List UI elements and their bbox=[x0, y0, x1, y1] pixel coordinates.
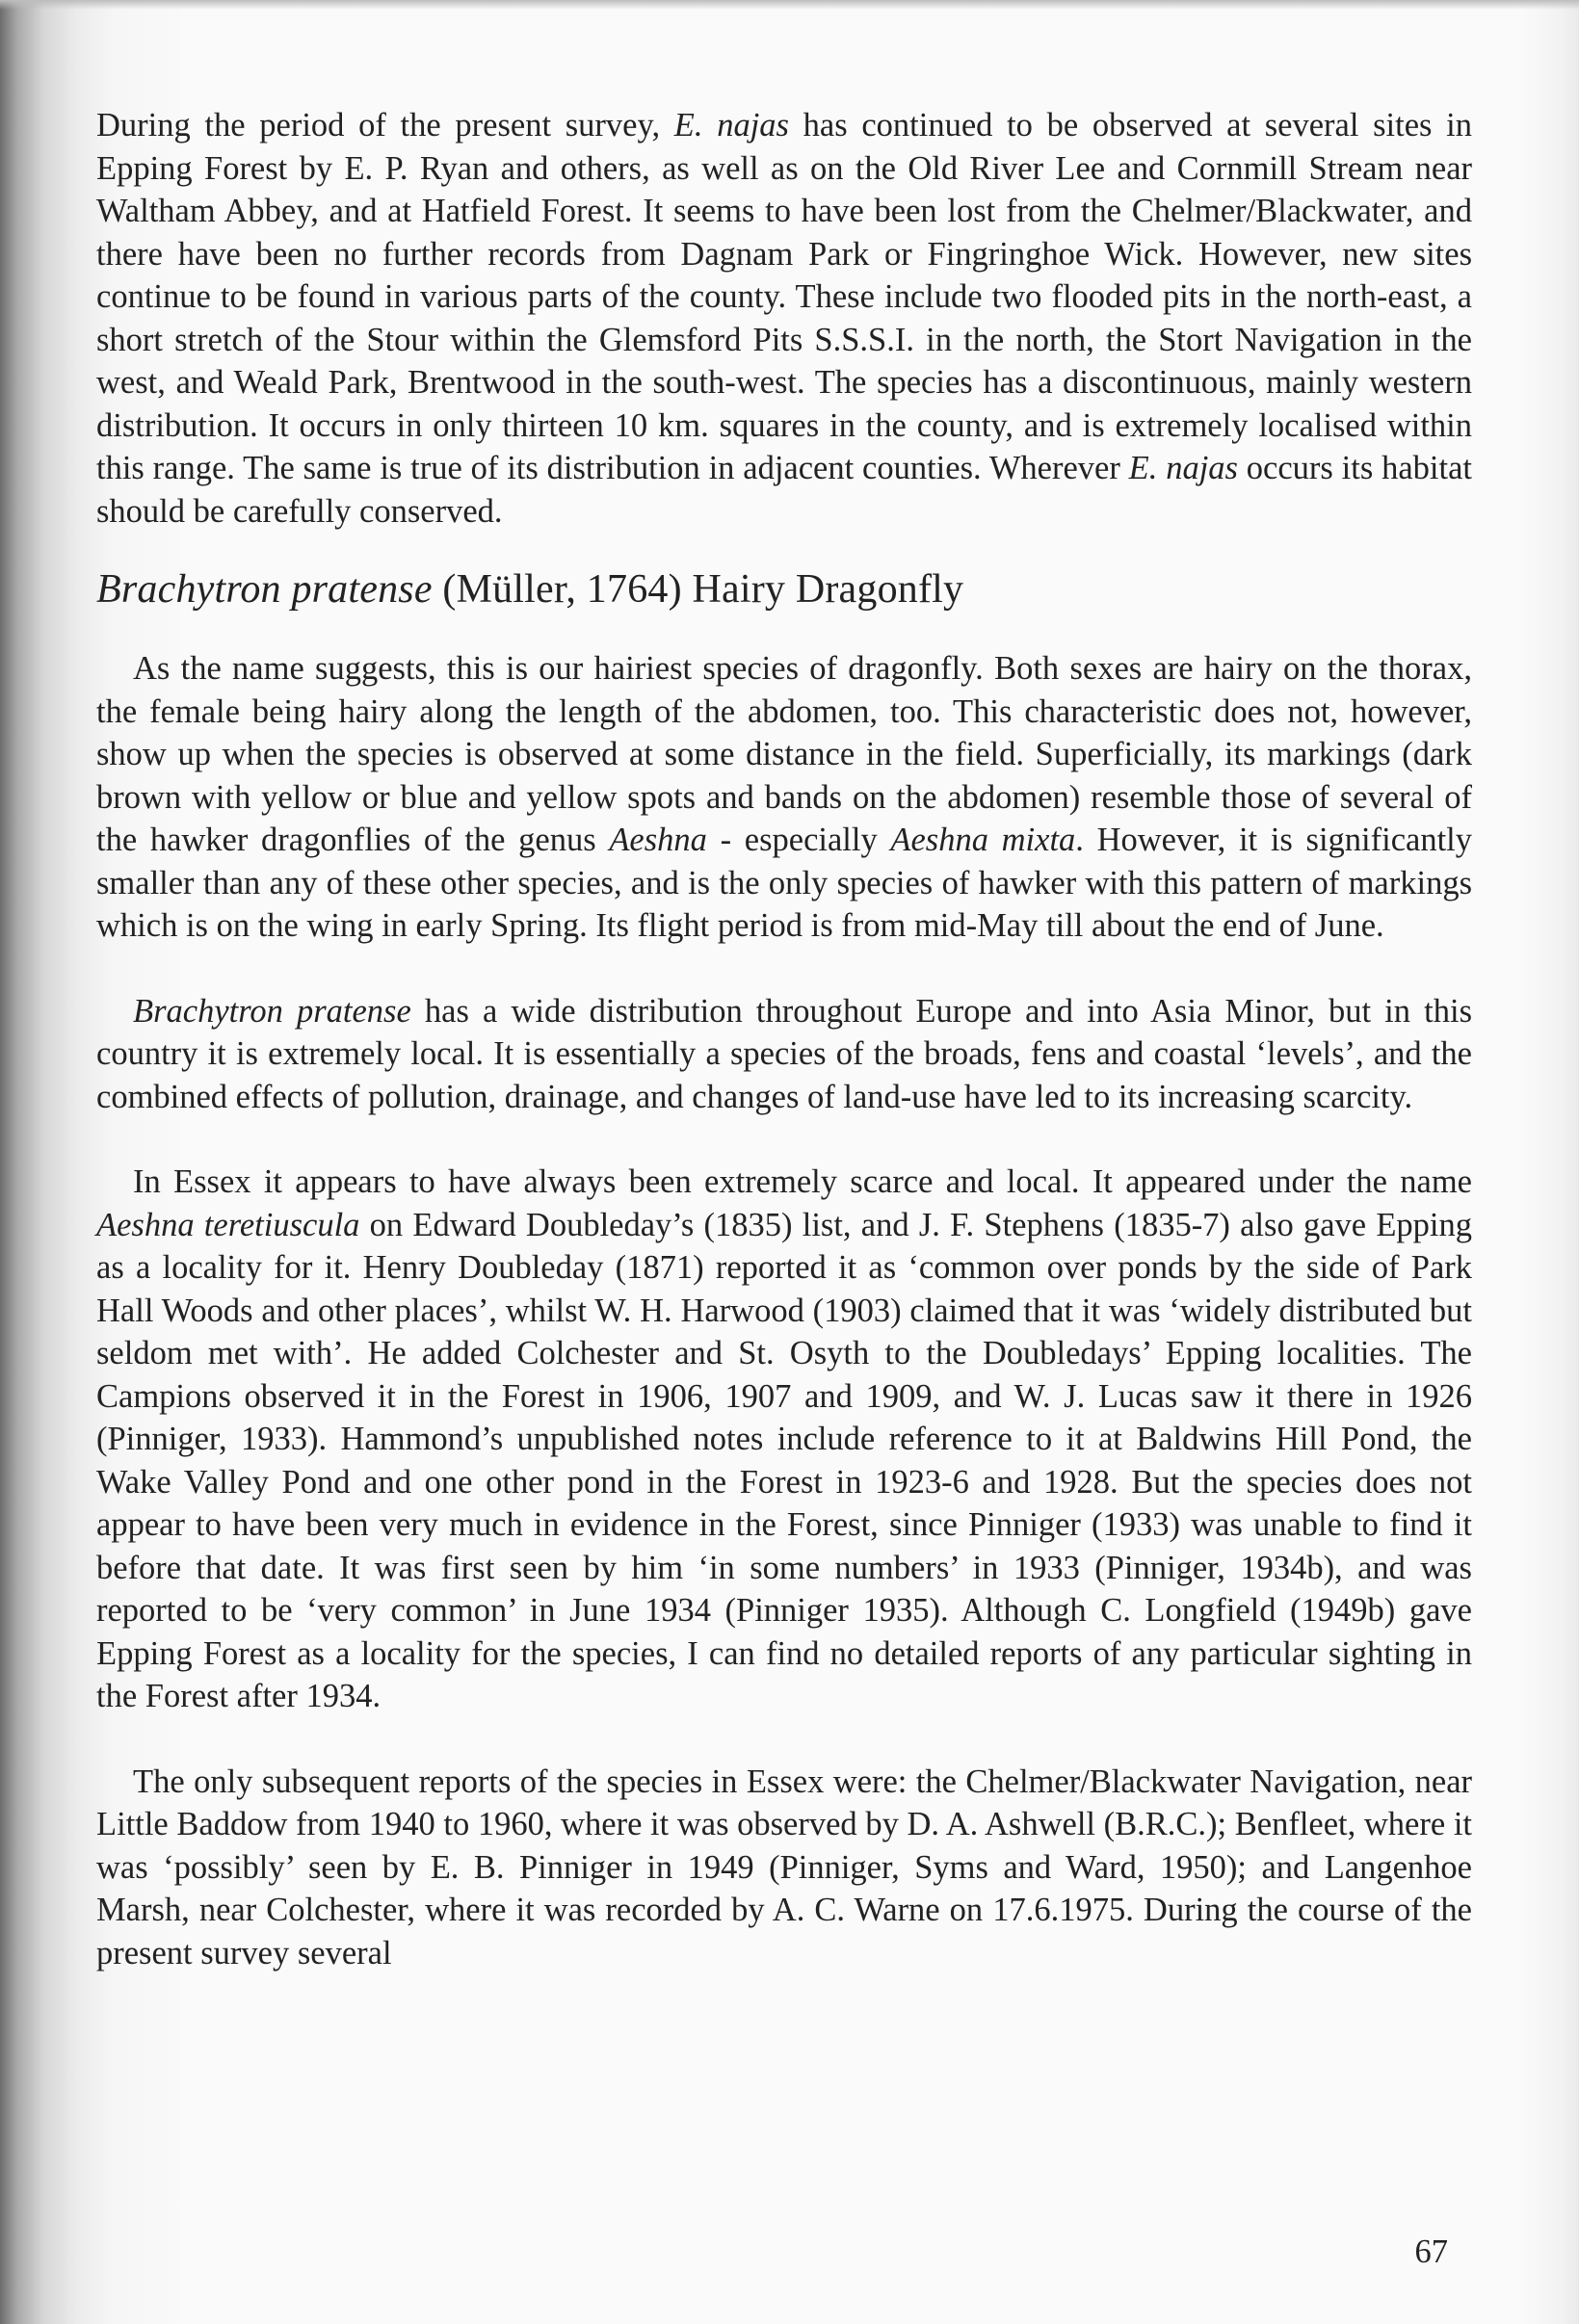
species-name: E. najas bbox=[673, 107, 789, 144]
text-run: As the name suggests, this is our hairiest species of dragonfly. Both sexes are hairy on the thorax, the female being hairy along the length of the abdomen, too. This characteristic does not, however, show up when the species is observed at some distance in the field. Superficially, its markings (dark brown with yellow or blue and yellow spots and bands on the abdomen) resemble those of several of the hawker dragonflies of the genus bbox=[96, 650, 1472, 858]
heading-author-common-name: (Müller, 1764) Hairy Dragonfly bbox=[432, 567, 964, 612]
page-top-shadow bbox=[0, 0, 1579, 10]
species-name: Aeshna mixta bbox=[890, 822, 1076, 858]
text-run: has a wide distribution throughout Europe and into Asia Minor, but in this country it is extremely local. It is essentially a species of the broads, fens and coastal ‘levels’, and the combined effects of pollution, drainage, and changes of land-use have led to its increasing scarcity. bbox=[96, 992, 1472, 1115]
species-name: E. najas bbox=[1128, 450, 1238, 486]
text-run: The only subsequent reports of the species in Essex were: the Chelmer/Blackwater Navigation, near Little Baddow from 1940 to 1960, where it was observed by D. A. Ashwell (B.R.C.); Benfleet, where it was ‘possibly’ seen by E. B. Pinniger in 1949 (Pinniger, Syms and Ward, 1950); and Langenhoe Marsh, near Colchester, where it was recorded by A. C. Warne on 17.6.1975. During the course of the present survey several bbox=[96, 1763, 1472, 1971]
species-name: Brachytron pratense bbox=[133, 992, 411, 1030]
heading-species-name: Brachytron pratense bbox=[96, 567, 433, 612]
species-name: Aeshna bbox=[609, 822, 707, 858]
text-run: In Essex it appears to have always been extremely scarce and local. It appeared under the name bbox=[133, 1163, 1472, 1200]
text-run: - especially bbox=[706, 822, 891, 858]
species-name: Aeshna teretiuscula bbox=[96, 1206, 360, 1243]
text-run: on Edward Doubleday’s (1835) list, and J. F. Stephens (1835-7) also gave Epping as a locality for it. Henry Doubleday (1871) reported it as ‘common over ponds by the side of Park Hall Woods and other places’, whilst W. H. Harwood (1903) claimed that it was ‘widely distributed but seldom met with’. He added Colchester and St. Osyth to the Doubledays’ Epping localities. The Campions observed it in the Forest in 1906, 1907 and 1909, and W. J. Lucas saw it there in 1926 (Pinniger, 1933). Hammond’s unpublished notes include reference to it at Baldwins Hill Pond, the Wake Valley Pond and one other pond in the Forest in 1923-6 and 1928. But the species does not appear to have been very much in evidence in the Forest, since Pinniger (1933) was unable to find it before that date. It was first seen by him ‘in some numbers’ in 1933 (Pinniger, 1934b), and was reported to be ‘very common’ in June 1934 (Pinniger 1935). Although C. Longfield (1949b) gave Epping Forest as a locality for the species, I can find no detailed reports of any particular sighting in the Forest after 1934. bbox=[96, 1206, 1472, 1714]
species-heading bbox=[96, 565, 1472, 614]
text-run: has continued to be observed at several sites in Epping Forest by E. P. Ryan and others, as well as on the Old River Lee and Cornmill Stream near Waltham Abbey, and at Hatfield Forest. It seems to have been lost from the Chelmer/Blackwater, and there have been no further records from Dagnam Park or Fingringhoe Wick. However, new sites continue to be found in various parts of the county. These include two flooded pits in the north-east, a short stretch of the Stour within the Glemsford Pits S.S.S.I. in the north, the Stort Navigation in the west, and Weald Park, Brentwood in the south-west. The species has a discontinuous, mainly western distribution. It occurs in only thirteen 10 km. squares in the county, and is extremely localised within this range. The same is true of its distribution in adjacent counties. Wherever bbox=[96, 107, 1472, 486]
text-run: . However, it is significantly smaller than any of these other species, and is the only species of hawker with this pattern of markings which is on the wing in early Spring. Its flight period is from mid-May till about the end of June. bbox=[96, 822, 1472, 944]
paragraph-subsequent-reports bbox=[96, 1761, 1472, 1975]
paragraph-essex-history bbox=[96, 1161, 1472, 1718]
paragraph-najas-survey bbox=[96, 104, 1472, 533]
page-number: 67 bbox=[1414, 2233, 1448, 2270]
paragraph-distribution bbox=[96, 990, 1472, 1119]
text-run: occurs its habitat should be carefully conserved. bbox=[96, 450, 1472, 530]
text-run: During the period of the present survey, bbox=[96, 107, 674, 144]
body-text bbox=[96, 104, 1472, 1974]
paragraph-description bbox=[96, 647, 1472, 948]
